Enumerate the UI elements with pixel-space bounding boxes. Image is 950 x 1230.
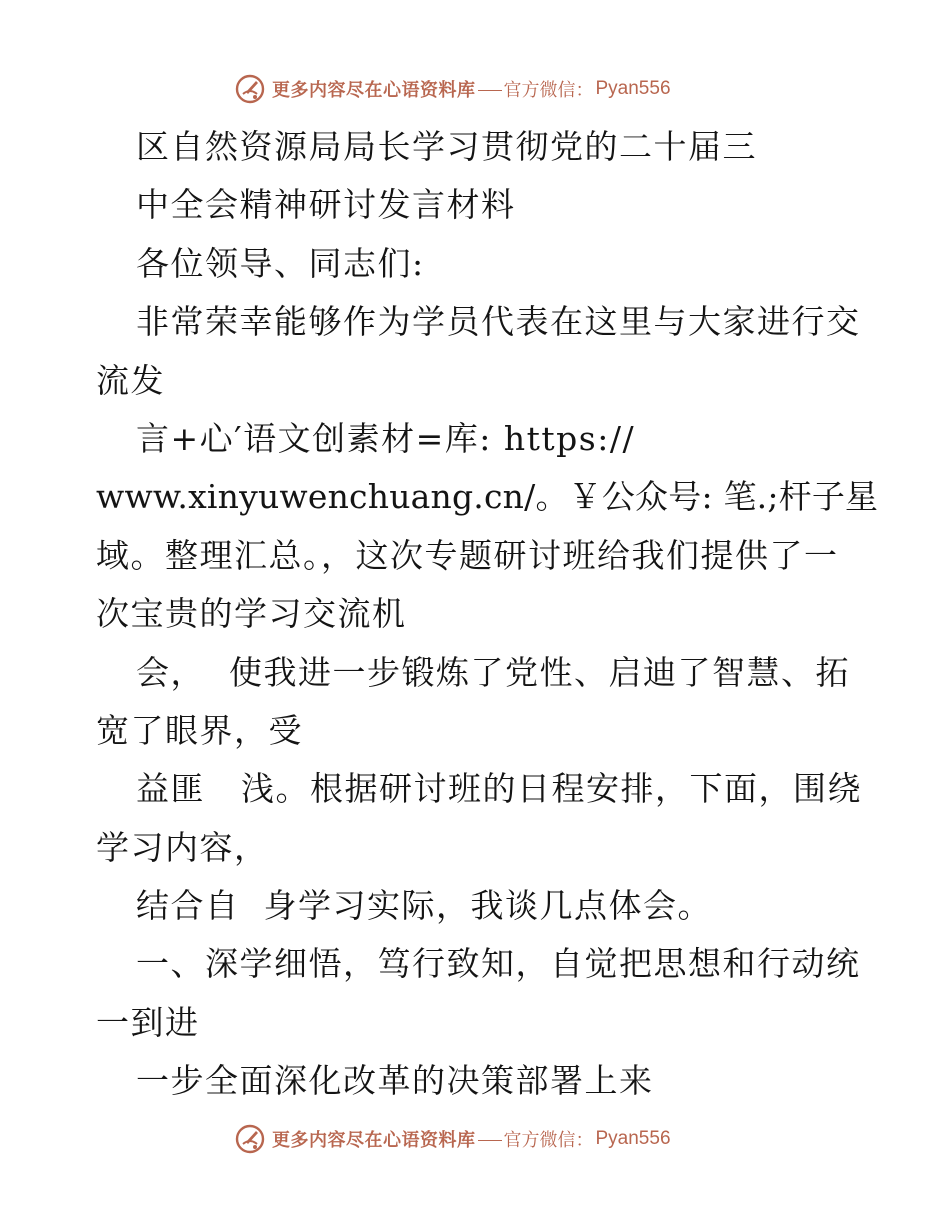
- header-watermark: [234, 72, 671, 106]
- body-line: 学习内容，: [96, 827, 269, 867]
- watermark-dash: [478, 1140, 502, 1141]
- watermark-official-label: 官方微信：: [503, 1130, 594, 1151]
- body-line: 会， 使我进一步锻炼了党性、启迪了智慧、拓: [136, 652, 850, 692]
- watermark-brand-text: 更多内容尽在心语资料库: [272, 80, 476, 101]
- section-heading-line: 一到进: [96, 1002, 200, 1042]
- section-heading-line: 一、深学细悟，笃行致知，自觉把思想和行动统: [136, 944, 861, 984]
- body-line: 次宝贵的学习交流机: [96, 594, 407, 634]
- book-pen-logo-icon: [234, 1123, 266, 1155]
- body-line: 宽了眼界，受: [96, 710, 303, 750]
- document-title-line-2: 中全会精神研讨发言材料: [136, 185, 516, 225]
- section-heading-line: 一步全面深化改革的决策部署上来: [136, 1061, 654, 1101]
- body-line: 流发: [96, 360, 165, 400]
- watermark-official-label: 官方微信：: [503, 80, 594, 101]
- body-line: 非常荣幸能够作为学员代表在这里与大家进行交: [136, 302, 861, 342]
- document-body: [96, 118, 879, 1111]
- document-title-line-1: 区自然资源局局长学习贯彻党的二十届三: [136, 127, 757, 166]
- watermark-dash: [478, 90, 502, 91]
- body-line-url: www.xinyuwenchuang.cn/。￥公众号: 笔.;杆子星: [96, 477, 879, 517]
- footer-watermark: [234, 1122, 671, 1156]
- body-line: 域。整理汇总。，这次专题研讨班给我们提供了一: [96, 535, 839, 575]
- watermark-brand-text: 更多内容尽在心语资料库: [272, 1130, 476, 1151]
- salutation: 各位领导、同志们:: [136, 243, 425, 283]
- watermark-wechat-id: Pyan556: [595, 78, 671, 99]
- book-pen-logo-icon: [234, 73, 266, 105]
- body-line: 益匪 浅。根据研讨班的日程安排，下面，围绕: [136, 769, 862, 809]
- body-line: 言+心′语文创素材=库: https://: [136, 418, 636, 458]
- watermark-wechat-id: Pyan556: [595, 1128, 671, 1149]
- body-line: 结合自 身学习实际，我谈几点体会。: [136, 886, 712, 926]
